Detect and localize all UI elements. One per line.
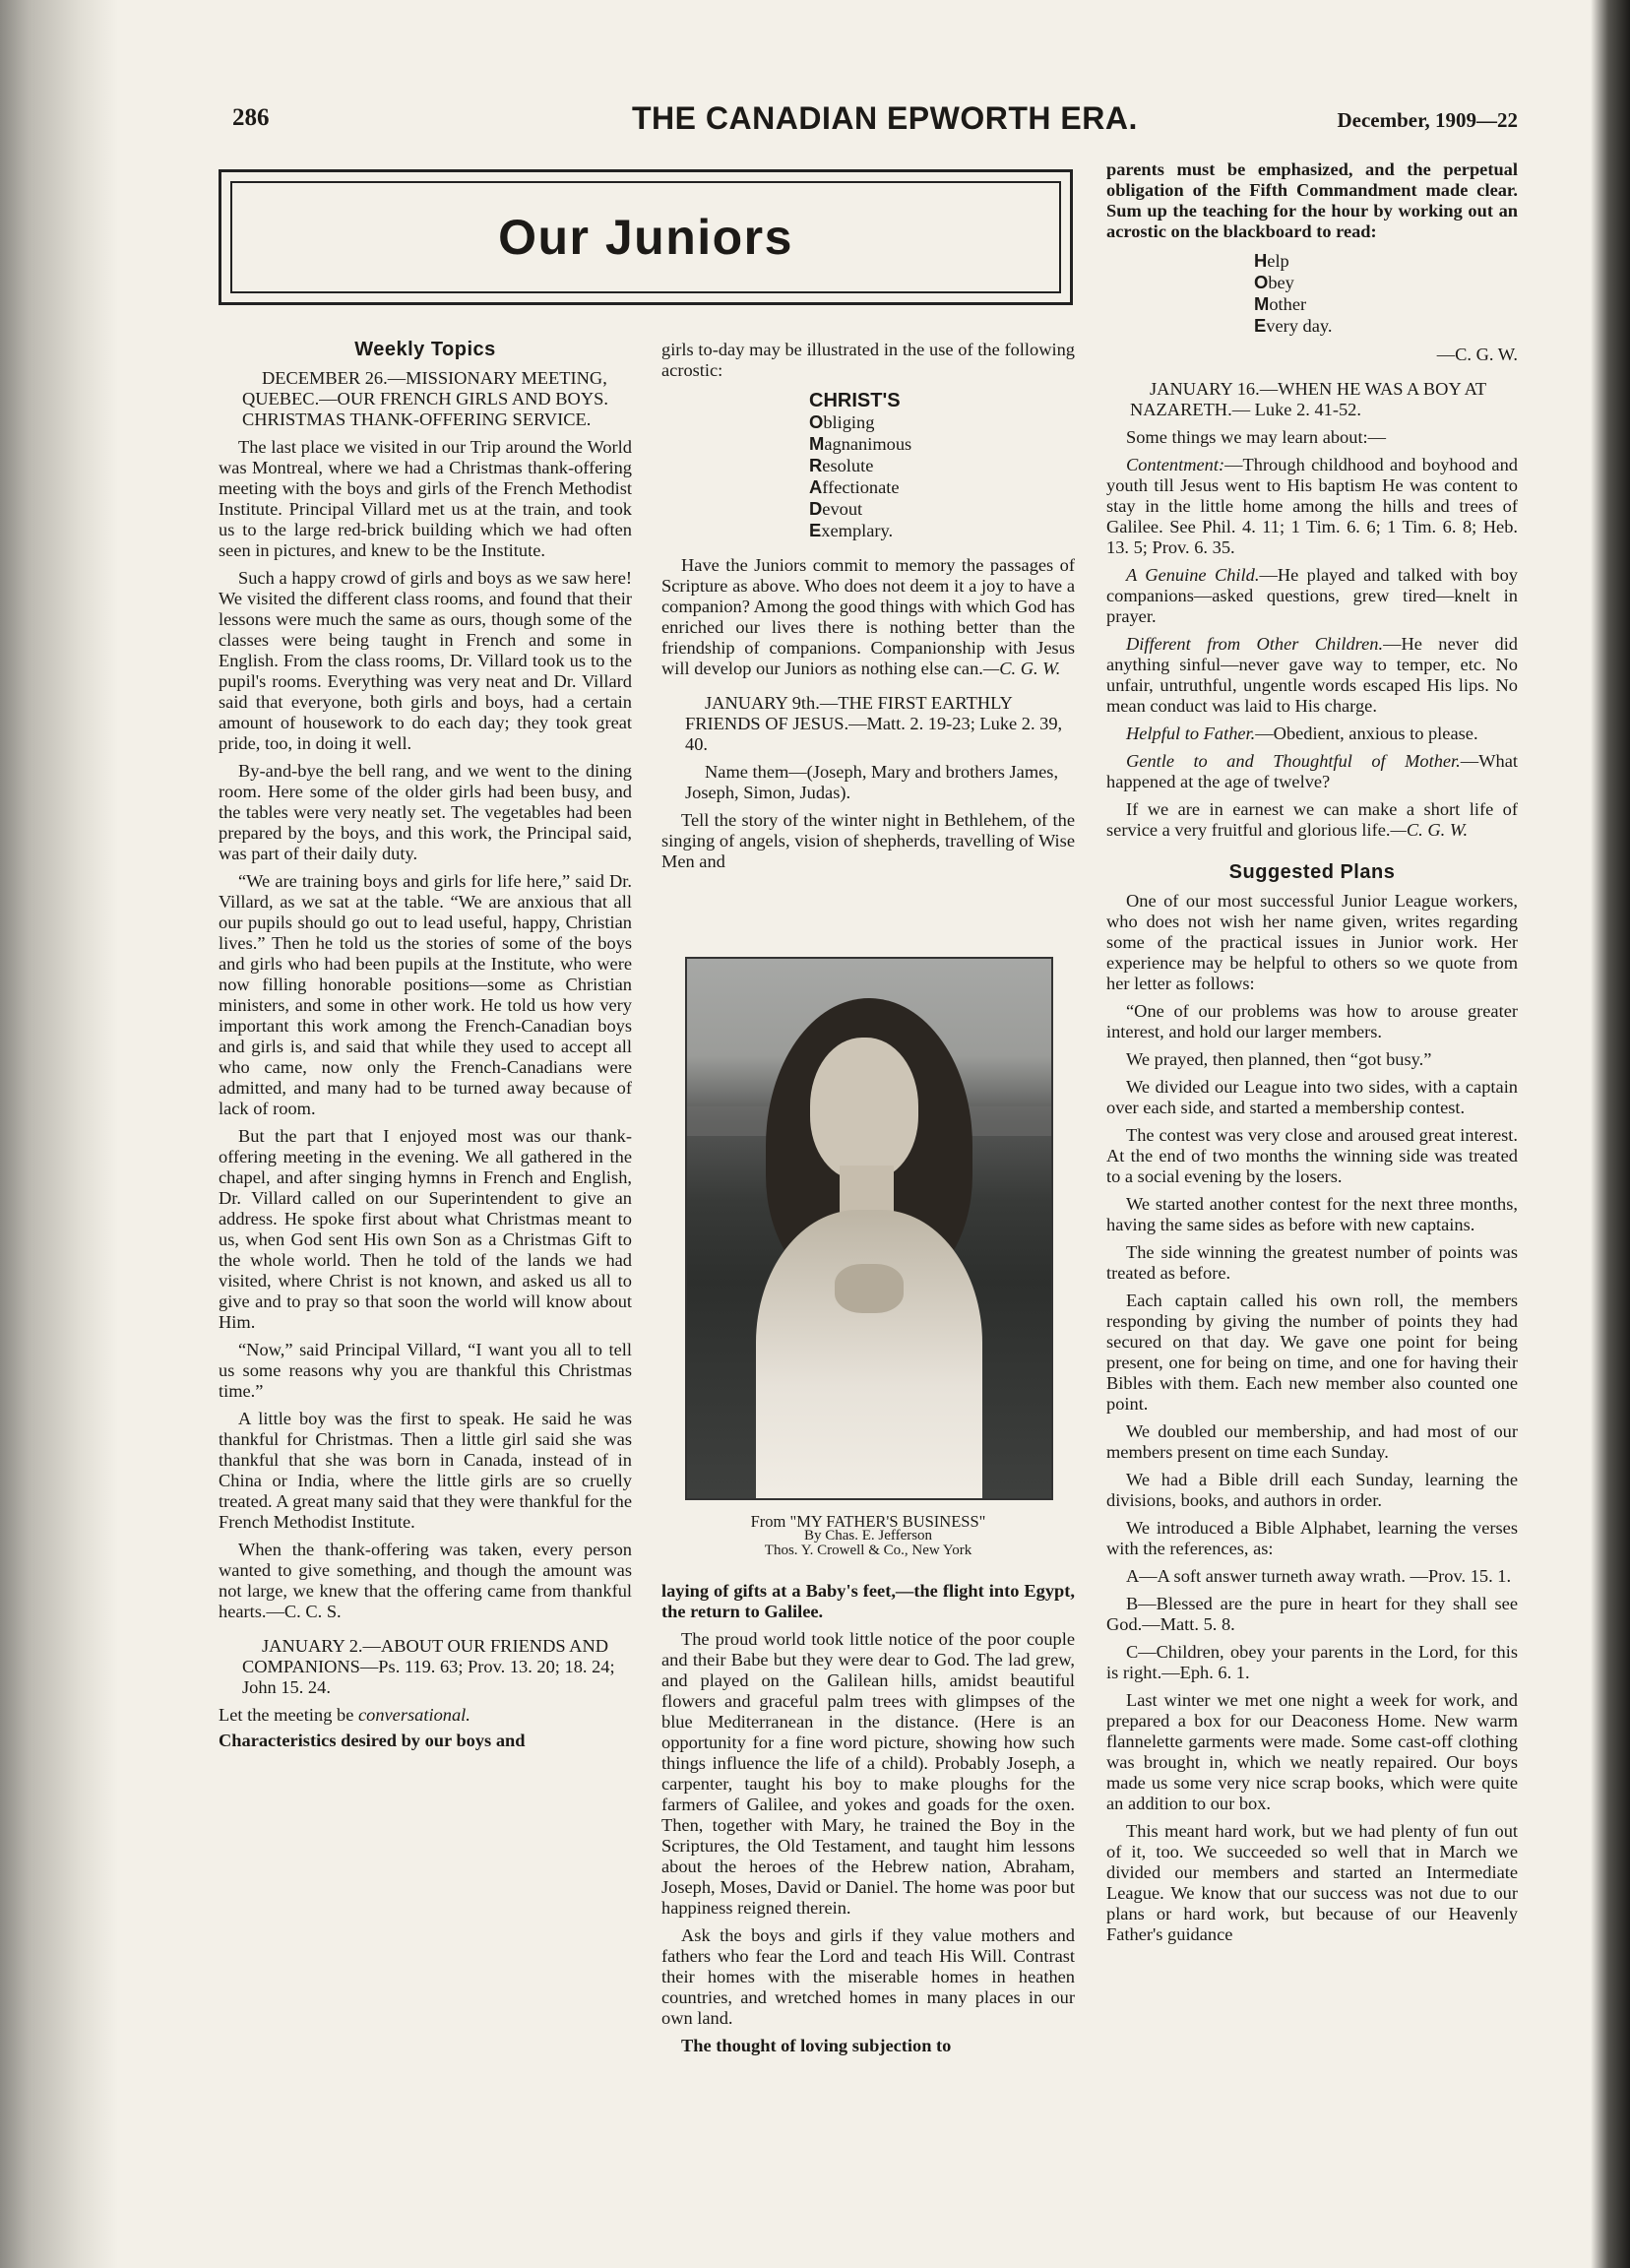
acrostic-letter: D	[809, 498, 823, 519]
topic-january-2: JANUARY 2.—ABOUT OUR FRIENDS AND COMPANIONS—Ps. 119. 63; Prov. 13. 20; 18. 24; John 15. 24.	[242, 1636, 615, 1697]
paragraph	[219, 1705, 632, 1726]
emphasis: conversational.	[357, 1705, 470, 1725]
text-run: —He never did anything sinful—never gave way to temper, etc. No unfair, untruthful, ungentle words escaped His lips. No mean conduct was laid to His charge.	[1106, 634, 1519, 716]
paragraph	[661, 555, 1075, 679]
paragraph: Such a happy crowd of girls and boys as we saw here! We visited the different class rooms, and found that their lessons were much the same as ours, though some of the classes were being taught in French and some in English. From the class rooms, Dr. Villard took us to the pupil's rooms. Everything was very neat and Dr. Villard said that everyone, both girls and boys, had a certain amount of housework to do each day; they took great pride, too, in doing it well.	[219, 568, 632, 753]
section-title-box	[219, 169, 1073, 305]
issue-date: December, 1909—22	[1337, 108, 1518, 132]
paragraph: Tell the story of the winter night in Bethlehem, of the singing of angels, vision of shepherds, travelling of Wise Men and	[661, 810, 1075, 871]
paragraph: Characteristics desired by our boys and	[219, 1731, 526, 1750]
column-2	[661, 340, 1075, 879]
acrostic-letter: M	[1254, 293, 1270, 314]
acrostic-letter: R	[809, 455, 823, 475]
acrostic-letter: E	[1254, 315, 1267, 336]
section-title: Our Juniors	[498, 210, 793, 265]
paragraph: The side winning the greatest number of points was treated as before.	[1106, 1242, 1518, 1283]
paragraph: B—Blessed are the pure in heart for they shall see God.—Matt. 5. 8.	[1106, 1594, 1518, 1634]
acrostic-letter: O	[809, 411, 824, 432]
paragraph: “One of our problems was how to arouse greater interest, and hold our larger members.	[1106, 1001, 1518, 1041]
paragraph: We divided our League into two sides, with a captain over each side, and started a membership contest.	[1106, 1077, 1518, 1117]
paragraph: Last winter we met one night a week for work, and prepared a box for our Deaconess Home. New warm flannelette garments were made. Some cast-off clothing was brought in, which we neatly repaired. Our boys made us some very nice scrap books, which were quite an addition to our box.	[1106, 1690, 1518, 1813]
paragraph: We started another contest for the next three months, having the same sides as before with new captains.	[1106, 1194, 1518, 1234]
column-1	[219, 340, 632, 1756]
paragraph: A—A soft answer turneth away wrath. —Prov. 15. 1.	[1126, 1566, 1512, 1586]
paragraph: This meant hard work, but we had plenty of fun out of it, too. We succeeded so well that in March we divided our members and started an Intermediate League. We know that our success was not due to our plans or hard work, but because of our Heavenly Father's guidance	[1106, 1821, 1518, 1944]
running-header	[219, 100, 1518, 144]
paragraph: We had a Bible drill each Sunday, learning the divisions, books, and authors in order.	[1106, 1470, 1518, 1510]
paragraph: One of our most successful Junior League workers, who does not wish her name given, writes regarding some of the practical issues in Junior work. Her experience may be helpful to others so we quote from her letter as follows:	[1106, 891, 1518, 993]
acrostic-letter: O	[1254, 272, 1269, 292]
topic-january-9: JANUARY 9th.—THE FIRST EARTHLY FRIENDS OF JESUS.—Matt. 2. 19-23; Luke 2. 39, 40.	[685, 693, 1063, 754]
acrostic-word: esolute	[822, 456, 874, 475]
weekly-topics-heading: Weekly Topics	[354, 339, 496, 360]
acrostic-word: bey	[1268, 273, 1294, 292]
acrostic-word: agnanimous	[824, 434, 912, 454]
acrostic-word: other	[1269, 294, 1307, 314]
paragraph	[1106, 724, 1518, 744]
names-line: Name them—(Joseph, Mary and brothers James, Joseph, Simon, Judas).	[685, 762, 1059, 802]
page-number: 286	[232, 104, 270, 131]
italic-label: Different from Other Children.	[1126, 634, 1384, 654]
illustration-caption	[661, 1514, 1075, 1558]
section-title-inner-frame	[230, 181, 1061, 293]
book-edge-shadow	[1591, 0, 1630, 2268]
text-run: —Through childhood and boyhood and youth till Jesus went to His baptism He was content to stay in the little home among the hills and trees of Galilee. See Phil. 4. 11; 1 Tim. 6. 6; 1 Tim. 6. 8; Heb. 13. 5; Prov. 6. 35.	[1106, 455, 1518, 557]
paragraph: Some things we may learn about:—	[1126, 427, 1387, 447]
column-3	[1106, 159, 1518, 1952]
acrostic-line	[809, 498, 1075, 520]
paragraph	[1106, 455, 1518, 558]
acrostic-letter: M	[809, 433, 825, 454]
text-run: Let the meeting be	[219, 1705, 358, 1725]
suggested-plans-heading: Suggested Plans	[1228, 861, 1396, 883]
paragraph: The thought of loving subjection to	[681, 2036, 952, 2055]
paragraph: C—Children, obey your parents in the Lord, for this is right.—Eph. 6. 1.	[1106, 1642, 1518, 1682]
acrostic-christs	[809, 391, 1075, 541]
acrostic-word: xemplary.	[821, 521, 894, 540]
text-run: —Obedient, anxious to please.	[1255, 724, 1478, 743]
acrostic-line	[1254, 272, 1518, 293]
paragraph: The contest was very close and aroused great interest. At the end of two months the winning side was treated to a social evening by the losers.	[1106, 1125, 1518, 1186]
paragraph: A little boy was the first to speak. He said he was thankful for Christmas. Then a little girl said she was thankful that she was born in Canada, instead of in China or India, where the little girls are so cruelly treated. A great many said that they were thankful for the French Methodist Institute.	[219, 1409, 632, 1532]
caption-line: Thos. Y. Crowell & Co., New York	[764, 1543, 972, 1558]
acrostic-word: bliging	[823, 412, 875, 432]
paragraph: We doubled our membership, and had most of our members present on time each Sunday.	[1106, 1421, 1518, 1462]
caption-line: From "MY FATHER'S BUSINESS"	[750, 1512, 986, 1531]
acrostic-line	[809, 411, 1075, 433]
drapery-shape	[756, 1210, 982, 1500]
text-run: If we are in earnest we can make a short life of service a very fruitful and glorious life.	[1106, 799, 1518, 840]
caption-line: By Chas. E. Jefferson	[803, 1528, 933, 1544]
paragraph: “Now,” said Principal Villard, “I want you all to tell us some reasons why you are thankful this Christmas time.”	[219, 1340, 632, 1401]
paragraph: By-and-bye the bell rang, and we went to the dining room. Here some of the older girls had been busy, and the tables were very neatly set. The vegetables had been prepared by the boys, and this work, the Principal said, was part of their daily duty.	[219, 761, 632, 863]
paragraph: parents must be emphasized, and the perpetual obligation of the Fifth Commandment made clear. Sum up the teaching for the hour by working out an acrostic on the blackboard to read:	[1106, 159, 1518, 241]
signature: —C. G. W.	[1436, 345, 1518, 364]
journal-title: THE CANADIAN EPWORTH ERA.	[632, 100, 1138, 136]
acrostic-line	[809, 520, 1075, 541]
paragraph: “We are training boys and girls for life here,” said Dr. Villard, as we sat at the table. “We are anxious that all our pupils should go out to lead useful, happy, Christian lives.” Then he told us the stories of some of the boys and girls who had been pupils at the Institute, who were now filling honorable positions—some as Christian ministers, and some in other work. He told us how very important this work among the French-Canadian boys and girls is, and said that while they used to accept all who came, now only the French-Canadians were admitted, and many had to be turned away because of lack of room.	[219, 871, 632, 1118]
text-run: Have the Juniors commit to memory the passages of Scripture as above. Who does not deem it a joy to have a companion? Among the good things with which God has enriched our lives there is nothing better than the friendship of companions. Companionship with Jesus will develop our Juniors as nothing else can.	[661, 555, 1075, 678]
paragraph: Ask the boys and girls if they value mothers and fathers who fear the Lord and teach His Will. Contrast their homes with the miserable homes in heathen countries, and wretched homes in many places in our own land.	[661, 1925, 1075, 2028]
acrostic-word: elp	[1267, 251, 1289, 271]
acrostic-word: ffectionate	[822, 477, 900, 497]
acrostic-heading: CHRIST'S	[809, 390, 901, 411]
paragraph: laying of gifts at a Baby's feet,—the flight into Egypt, the return to Galilee.	[661, 1581, 1075, 1621]
italic-label: Helpful to Father.	[1126, 724, 1256, 743]
signature: —C. G. W.	[1390, 820, 1469, 840]
italic-label: Contentment:	[1126, 455, 1225, 474]
acrostic-letter: A	[809, 476, 823, 497]
topic-december-26: DECEMBER 26.—MISSIONARY MEETING, QUEBEC.—OUR FRENCH GIRLS AND BOYS. CHRISTMAS THANK-OFFERING SERVICE.	[242, 368, 608, 429]
italic-label: A Genuine Child.	[1126, 565, 1260, 585]
paragraph: We introduced a Bible Alphabet, learning the verses with the references, as:	[1106, 1518, 1518, 1558]
italic-label: Gentle to and Thoughtful of Mother.	[1126, 751, 1461, 771]
signature: —C. G. W.	[982, 659, 1061, 678]
acrostic-line	[1254, 293, 1518, 315]
acrostic-letter: H	[1254, 250, 1268, 271]
acrostic-line	[809, 455, 1075, 476]
text-run: —He played and talked with boy companions—asked questions, grew tired—knelt in prayer.	[1106, 565, 1518, 626]
acrostic-word: very day.	[1266, 316, 1333, 336]
illustration-girl-photo	[685, 957, 1053, 1500]
paragraph: When the thank-offering was taken, every person wanted to give something, and though the amount was not large, we knew that the offering came from thankful hearts.—C. C. S.	[219, 1540, 632, 1621]
column-2-lower	[661, 1581, 1075, 2063]
page	[219, 0, 1518, 2268]
text-run: —What happened at the age of twelve?	[1106, 751, 1518, 791]
face-shape	[810, 1038, 918, 1180]
paragraph	[1106, 799, 1518, 841]
acrostic-line	[809, 433, 1075, 455]
hands-shape	[835, 1264, 904, 1313]
paragraph	[1106, 751, 1518, 792]
topic-january-16: JANUARY 16.—WHEN HE WAS A BOY AT NAZARETH.— Luke 2. 41-52.	[1130, 379, 1486, 419]
paragraph: The last place we visited in our Trip around the World was Montreal, where we had a Christmas thank-offering meeting with the boys and girls of the French Methodist Institute. Principal Villard met us at the train, and took us to the large red-brick building which we had often seen in pictures, and knew to be the Institute.	[219, 437, 632, 560]
paragraph: The proud world took little notice of the poor couple and their Babe but they were dear to God. The lad grew, and played on the Galilean hills, amidst beautiful flowers and graceful palm trees with glimpses of the blue Mediterranean in the distance. (Here is an opportunity for a fine word picture, showing how such things influence the life of a child). Probably Joseph, a carpenter, taught his boy to make ploughs for the farmers of Galilee, and yokes and goads for the oxen. Then, together with Mary, he trained the Boy in the Scriptures, the Old Testament, and taught him lessons about the heroes of the Hebrew nation, Abraham, Joseph, Moses, David or Daniel. The home was poor but happiness reigned therein.	[661, 1629, 1075, 1918]
paragraph: girls to-day may be illustrated in the use of the following acrostic:	[661, 340, 1075, 380]
acrostic-line	[809, 476, 1075, 498]
paragraph	[1106, 634, 1518, 717]
paragraph: We prayed, then planned, then “got busy.”	[1126, 1049, 1432, 1069]
paragraph: But the part that I enjoyed most was our thank-offering meeting in the evening. We all gathered in the chapel, and after singing hymns in French and English, Dr. Villard called on our Superintendent to give an address. He spoke first about what Christmas meant to us, when God sent His own Son as a Christmas Gift to the whole world. Then he told of the lands we had visited, where Christ is not known, and asked us all to give and to pray so that soon the world will know about Him.	[219, 1126, 632, 1332]
acrostic-home	[1254, 250, 1518, 337]
book-binding-gutter	[0, 0, 118, 2268]
paragraph	[1106, 565, 1518, 627]
acrostic-line	[1254, 250, 1518, 272]
acrostic-line	[1254, 315, 1518, 337]
acrostic-letter: E	[809, 520, 822, 540]
paragraph: Each captain called his own roll, the members responding by giving the number of points they had secured on that day. We gave one point for being present, one for being on time, and one for having their Bibles with them. Each new member also counted one point.	[1106, 1291, 1518, 1414]
acrostic-word: evout	[822, 499, 863, 519]
